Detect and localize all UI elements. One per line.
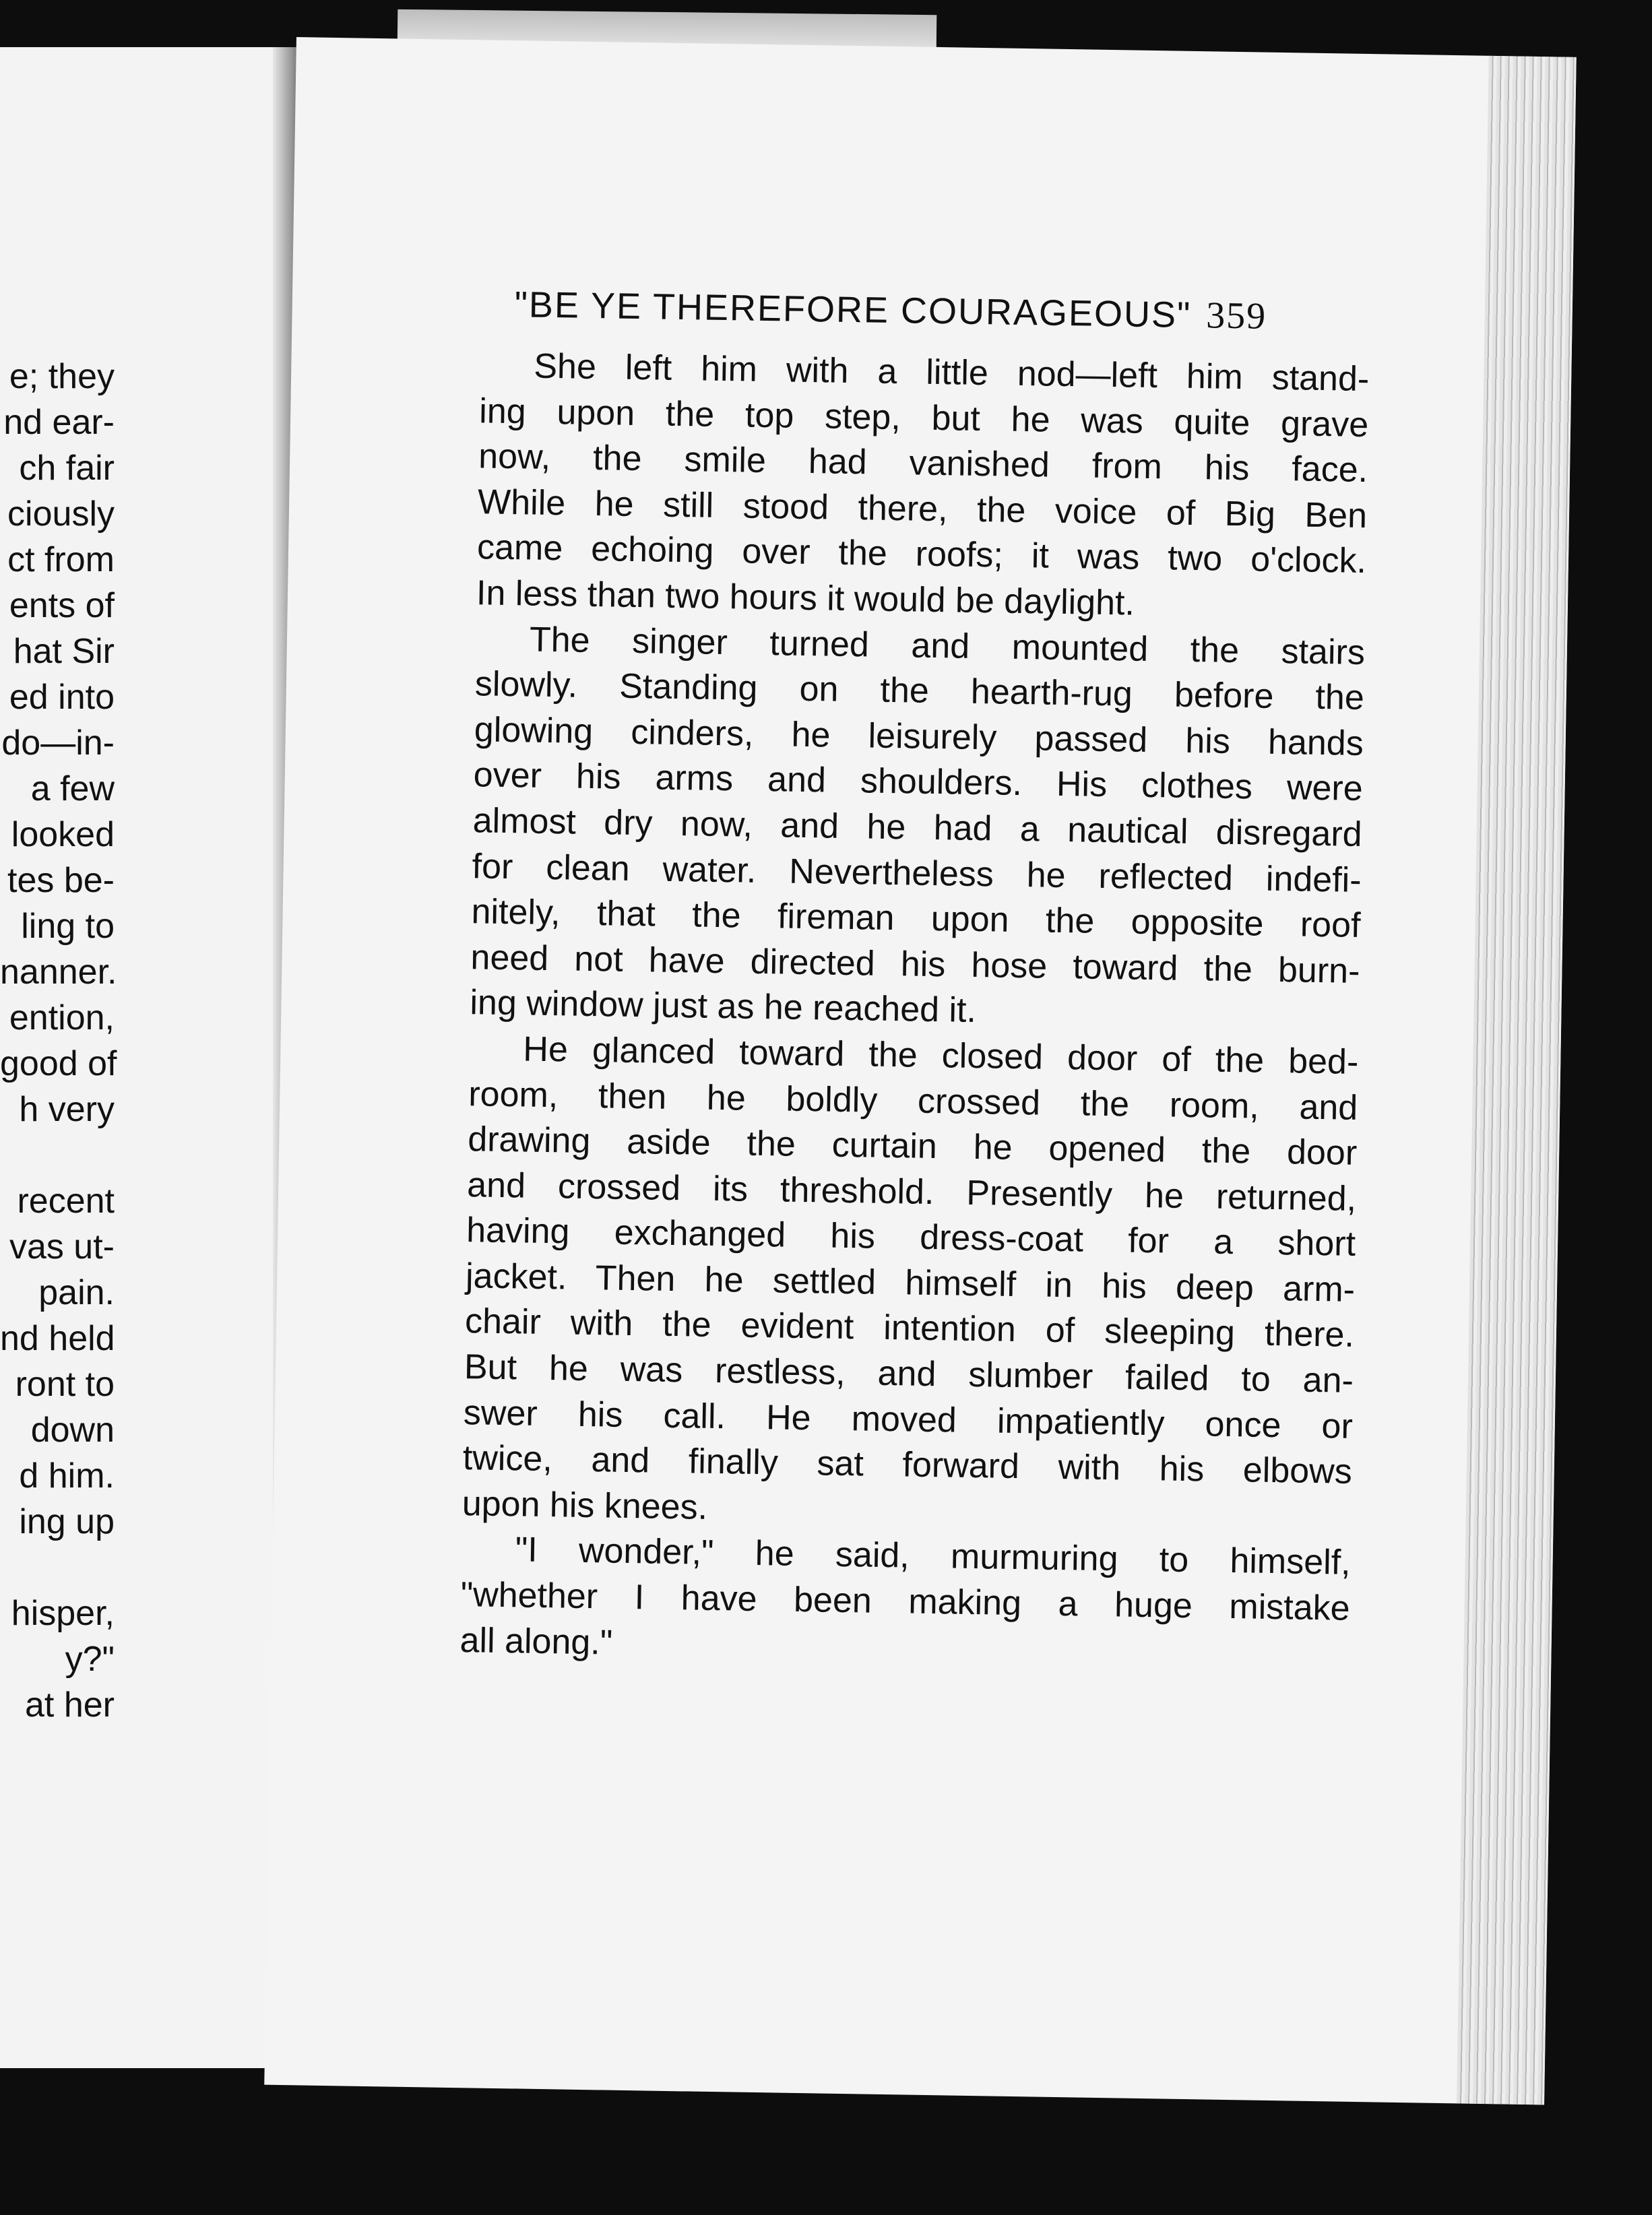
left-page-line: ents of (9, 586, 115, 625)
page-number: 359 (1205, 294, 1267, 338)
left-page-line: looked (11, 815, 115, 854)
left-page-text (0, 354, 115, 1728)
text-line: for clean water. Nevertheless he reflected indefi- (472, 846, 1362, 900)
left-page-line (0, 1132, 115, 1178)
left-page-line: ront to (15, 1365, 115, 1404)
text-line: swer his call. He moved impatiently once or (463, 1392, 1354, 1446)
left-page-line: hisper, (11, 1594, 115, 1633)
text-line: jacket. Then he settled himself in his deep arm- (465, 1256, 1356, 1310)
running-head-title: "BE YE THEREFORE COURAGEOUS" (514, 284, 1192, 335)
text-line: twice, and finally sat forward with his elbows (462, 1438, 1353, 1492)
left-page-line: d him. (19, 1456, 115, 1496)
text-line: room, then he boldly crossed the room, and (468, 1074, 1358, 1128)
text-line: She left him with a little nod—left him stand- (533, 346, 1370, 399)
left-page-line: tes be- (7, 861, 115, 900)
left-page-line: y?" (65, 1640, 115, 1679)
left-page-line: recent (17, 1182, 115, 1221)
left-page-line: e; they (9, 357, 115, 396)
text-line: need not have directed his hose toward the burn- (470, 937, 1360, 991)
text-line: glowing cinders, he leisurely passed his hands (474, 710, 1364, 763)
left-page-line: down (30, 1411, 115, 1450)
running-head (514, 283, 1471, 341)
left-page-line (0, 1545, 115, 1591)
left-page-line: do—in- (1, 724, 115, 763)
left-page-line: nd ear- (3, 403, 115, 442)
text-line: ing upon the top step, but he was quite grave (478, 391, 1369, 445)
text-line: and crossed its threshold. Presently he returned, (466, 1165, 1357, 1219)
text-line: drawing aside the curtain he opened the door (467, 1120, 1358, 1174)
paragraph (459, 1527, 1351, 1677)
text-line: almost dry now, and he had a nautical disregard (472, 801, 1363, 854)
text-line: The singer turned and mounted the stairs (529, 620, 1366, 672)
left-page-line: nd held (0, 1319, 115, 1358)
left-page-line: h very (19, 1090, 115, 1129)
left-page-line: ling to (21, 907, 115, 946)
body-text (459, 343, 1370, 1677)
left-page-line: ct from (7, 540, 115, 579)
paragraph (462, 1026, 1359, 1541)
text-line: "whether I have been making a huge mistake (460, 1575, 1351, 1628)
left-page-line: ing up (19, 1502, 115, 1541)
text-line: nitely, that the fireman upon the opposite roof (471, 892, 1361, 946)
text-line: having exchanged his dress-coat for a short (466, 1211, 1356, 1264)
text-line: upon his knees. (462, 1483, 708, 1527)
text-line: "I wonder," he said, murmuring to himself, (515, 1530, 1352, 1583)
paragraph (476, 343, 1370, 630)
page-edges (1457, 56, 1577, 2105)
text-line: In less than two hours it would be daylight. (476, 573, 1135, 623)
left-page-line: ention, (9, 998, 115, 1037)
text-line: chair with the evident intention of sleeping there. (464, 1302, 1355, 1355)
text-line: over his arms and shoulders. His clothes were (473, 755, 1364, 809)
left-page-line: a few (30, 769, 115, 808)
left-page-line: hat Sir (13, 632, 115, 671)
text-line: all along." (459, 1620, 613, 1663)
right-page (264, 37, 1577, 2105)
text-line: now, the smile had vanished from his face. (478, 437, 1368, 490)
text-line: came echoing over the roofs; it was two o'clock. (476, 527, 1367, 581)
text-line: While he still stood there, the voice of Big Ben (477, 482, 1368, 536)
left-page-line: ciously (7, 494, 115, 534)
left-page-line: at her (25, 1686, 115, 1725)
text-line: He glanced toward the closed door of the bed- (522, 1029, 1359, 1082)
left-page-line: ch fair (19, 449, 115, 488)
left-page-line: vas ut- (9, 1227, 115, 1266)
left-page-line: nanner. (0, 953, 117, 992)
paragraph (470, 616, 1365, 1040)
left-page-line: ed into (9, 678, 115, 717)
text-line: ing window just as he reached it. (470, 983, 977, 1031)
left-page-line: pain. (38, 1273, 115, 1312)
left-facing-page (0, 47, 303, 2068)
text-line: But he was restless, and slumber failed to an- (464, 1347, 1354, 1401)
text-line: slowly. Standing on the hearth-rug before the (474, 664, 1365, 718)
left-page-line: good of (0, 1044, 117, 1083)
